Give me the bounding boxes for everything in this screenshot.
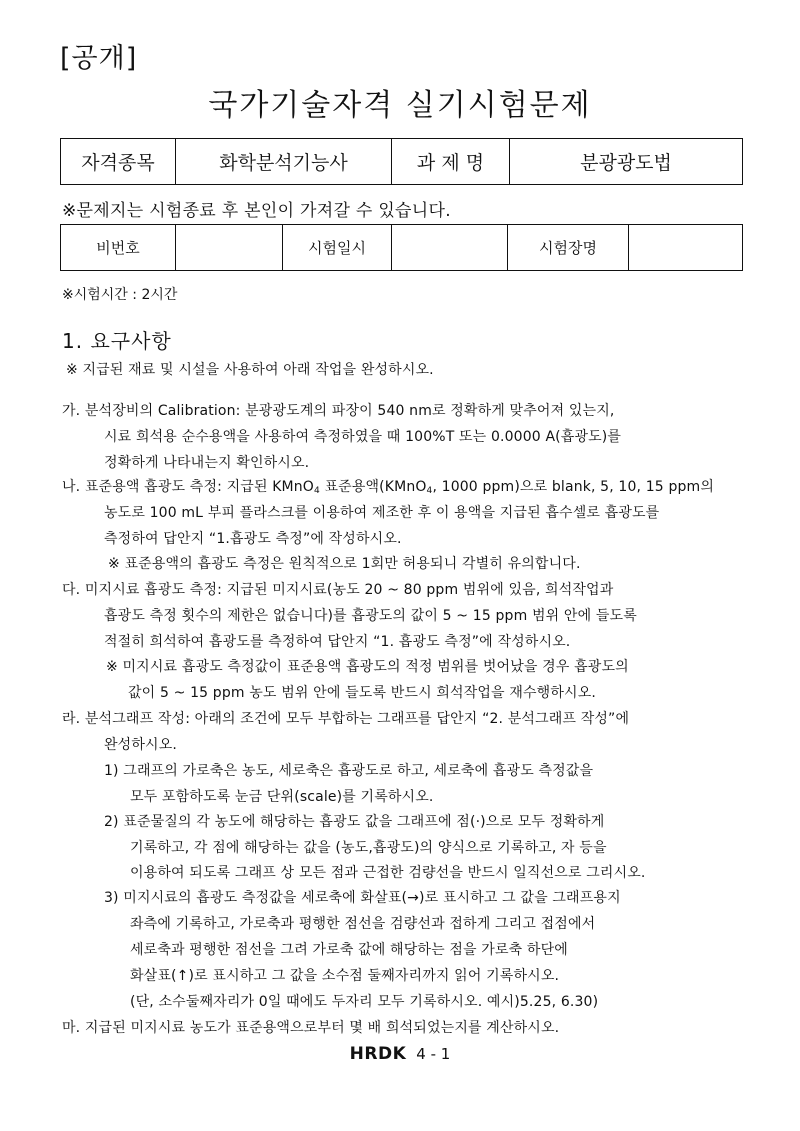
item-a-line-1: 가. 분석장비의 Calibration: 분광광도계의 파장이 540 nm로 정확하게 맞추어져 있는지,: [62, 403, 615, 419]
item-c-line-2: 흡광도 측정 횟수의 제한은 없습니다)를 흡광도의 값이 5 ~ 15 ppm 범위 안에 들도록: [104, 608, 637, 624]
item-c-note-1: ※ 미지시료 흡광도 측정값이 표준용액 흡광도의 적정 범위를 벗어났을 경우 흡광도의: [106, 659, 629, 675]
exam-meta-table: [60, 224, 743, 271]
item-b-note: ※ 표준용액의 흡광도 측정은 원칙적으로 1회만 허용되니 각별히 유의합니다.: [108, 556, 581, 572]
number-label: 비번호: [61, 225, 176, 271]
item-b-line-1: 나. 표준용액 흡광도 측정: 지급된 KMnO$_4$ 표준용액(KMnO$_4$, 1000 ppm)으로 blank, 5, 10, 15 ppm의: [62, 479, 714, 496]
date-label: 시험일시: [283, 225, 392, 271]
item-a-line-2: 시료 희석용 순수용액을 사용하여 측정하였을 때 100%T 또는 0.0000 A(흡광도)를: [104, 429, 622, 445]
intro-text: ※ 지급된 재료 및 시설을 사용하여 아래 작업을 완성하시오.: [66, 362, 434, 378]
qualification-value: 화학분석기능사: [176, 139, 392, 185]
page-footer: [0, 1044, 800, 1064]
exam-time: ※시험시간 : 2시간: [62, 287, 178, 303]
item-d-sub-3-line-5: (단, 소수둘째자리가 0일 때에도 두자리 모두 기록하시오. 예시)5.25, 6.30): [130, 994, 599, 1010]
item-d-sub-2-line-3: 이용하여 되도록 그래프 상 모든 점과 근접한 검량선을 반드시 일직선으로 그리시오.: [130, 865, 646, 881]
item-b-line-2: 농도로 100 mL 부피 플라스크를 이용하여 제조한 후 이 용액을 지급된 흡수셀로 흡광도를: [104, 505, 660, 521]
item-d-sub-1-line-2: 모두 포함하도록 눈금 단위(scale)를 기록하시오.: [130, 789, 434, 805]
place-value: [629, 225, 743, 271]
item-c-line-3: 적절히 희석하여 흡광도를 측정하여 답안지 “1. 흡광도 측정”에 작성하시오.: [104, 634, 571, 650]
date-value: [392, 225, 508, 271]
item-e-line-1: 마. 지급된 미지시료 농도가 표준용액으로부터 몇 배 희석되었는지를 계산하시오.: [62, 1020, 560, 1036]
hrdk-logo: HRDK: [349, 1044, 407, 1064]
item-c-line-1: 다. 미지시료 흡광도 측정: 지급된 미지시료(농도 20 ~ 80 ppm 범위에 있음, 희석작업과: [62, 582, 614, 598]
page-title: 국가기술자격 실기시험문제: [208, 88, 592, 123]
item-d-sub-3-line-2: 좌측에 기록하고, 가로축과 평행한 점선을 검량선과 접하게 그리고 접점에서: [130, 916, 596, 932]
section-title: 1. 요구사항: [62, 329, 172, 353]
page-number: 4 - 1: [416, 1045, 451, 1063]
item-d-sub-2-line-1: 2) 표준물질의 각 농도에 해당하는 흡광도 값을 그래프에 점(·)으로 모두 정확하게: [104, 814, 605, 830]
item-d-sub-3-line-4: 화살표(↑)로 표시하고 그 값을 소수점 둘째자리까지 읽어 기록하시오.: [130, 968, 560, 984]
item-d-line-1: 라. 분석그래프 작성: 아래의 조건에 모두 부합하는 그래프를 답안지 “2. 분석그래프 작성”에: [62, 711, 630, 727]
public-tag: [공개]: [60, 43, 138, 74]
item-d-sub-3-line-1: 3) 미지시료의 흡광도 측정값을 세로축에 화살표(→)로 표시하고 그 값을 그래프용지: [104, 890, 621, 906]
place-label: 시험장명: [508, 225, 629, 271]
qualification-label: 자격종목: [61, 139, 176, 185]
take-home-notice: ※문제지는 시험종료 후 본인이 가져갈 수 있습니다.: [62, 201, 451, 221]
task-label: 과 제 명: [392, 139, 510, 185]
item-d-line-2: 완성하시오.: [104, 737, 177, 753]
item-b-line-3: 측정하여 답안지 “1.흡광도 측정”에 작성하시오.: [104, 531, 402, 547]
item-d-sub-1-line-1: 1) 그래프의 가로축은 농도, 세로축은 흡광도로 하고, 세로축에 흡광도 측정값을: [104, 763, 594, 779]
item-d-sub-2-line-2: 기록하고, 각 점에 해당하는 값을 (농도,흡광도)의 양식으로 기록하고, 자 등을: [130, 840, 607, 856]
qualification-table: [60, 138, 743, 185]
item-a-line-3: 정확하게 나타내는지 확인하시오.: [104, 455, 310, 471]
item-c-note-2: 값이 5 ~ 15 ppm 농도 범위 안에 들도록 반드시 희석작업을 재수행하시오.: [128, 685, 596, 701]
number-value: [176, 225, 283, 271]
task-value: 분광광도법: [510, 139, 743, 185]
item-d-sub-3-line-3: 세로축과 평행한 점선을 그려 가로축 값에 해당하는 점을 가로축 하단에: [130, 942, 568, 958]
